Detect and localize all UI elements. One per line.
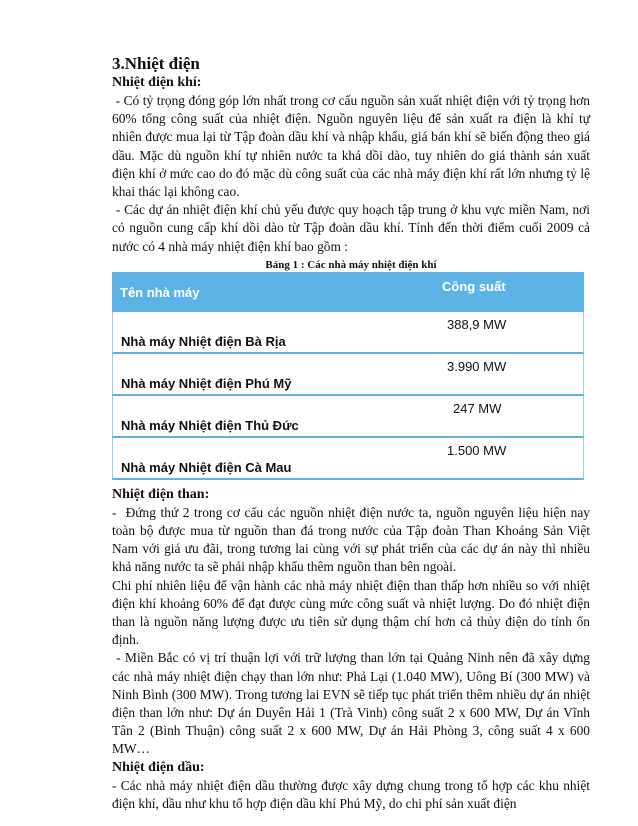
plant-name: Nhà máy Nhiệt điện Phú Mỹ (121, 375, 292, 391)
document-page (112, 54, 594, 813)
gas-heading: Nhiệt điện khí: (112, 75, 202, 90)
section-title: 3.Nhiệt điện (112, 54, 200, 73)
coal-paragraph-1: - Đứng thứ 2 trong cơ cấu các nguồn nhiệt điện nước ta, nguồn nguyên liệu hiện nay toàn bộ được mua từ nguồn than đá trong nước của Tập đoàn Than Khoáng Sản Việt Nam với giá ưu đãi, trong tương lai cùng với sự phát triển của các dự án này thì nhiều khả năng nước ta sẽ phải nhập khẩu thêm nguồn than bên ngoài. (112, 504, 594, 575)
plant-name: Nhà máy Nhiệt điện Thủ Đức (121, 417, 299, 433)
plant-capacity: 1.500 MW (447, 442, 507, 458)
table-row (112, 354, 584, 396)
oil-heading: Nhiệt điện dầu: (112, 759, 205, 775)
table-row (112, 396, 584, 438)
plant-capacity: 3.990 MW (447, 358, 507, 374)
plant-capacity: 388,9 MW (447, 316, 507, 332)
plant-capacity: 247 MW (453, 400, 502, 416)
plant-name: Nhà máy Nhiệt điện Bà Rịa (121, 333, 286, 349)
gas-plants-table (112, 272, 584, 480)
coal-heading: Nhiệt điện than: (112, 486, 210, 502)
coal-paragraph-3: - Miền Bắc có vị trí thuận lợi với trữ lượng than lớn tại Quảng Ninh nên đã xây dựng các nhà máy nhiệt điện chạy than lớn như: Phả Lại (1.040 MW), Uông Bí (300 MW) và Ninh Bình (300 MW). Trong tương lai EVN sẽ tiếp tục phát triển thêm nhiều dự án nhiệt điện than lớn như: Dự án Duyên Hải 1 (Trà Vinh) công suất 2 x 600 MW, Dự án Vĩnh Tân 2 (Bình Thuận) công suất 2 x 600 MW, Dự án Hải Phòng 3, công suất 4 x 600 MW… (112, 650, 594, 757)
header-plant-name: Tên nhà máy (120, 284, 200, 300)
header-capacity: Công suất (442, 278, 506, 294)
gas-paragraph-1: - Có tỷ trọng đóng góp lớn nhất trong cơ cấu nguồn sản xuất nhiệt điện với tỷ trọng hơn 60% tổng công suất của nhiệt điện. Nguồn nguyên liệu để sản xuất ra điện là khí tự nhiên được mua lại từ Tập đoàn dầu khí và nhập khẩu, giá bán khí sẽ biến động theo giá dầu. Mặc dù nguồn khí tự nhiên nước ta khá dồi dào, tuy nhiên do giá thành sản xuất điện khí ở mức cao do đó mặc dù công suất của các nhà máy điện khí rất lớn nhưng tỷ lệ khai thác lại không cao. (112, 93, 594, 200)
table-row (112, 312, 584, 354)
gas-paragraph-2: - Các dự án nhiệt điện khí chủ yếu được quy hoạch tập trung ở khu vực miền Nam, nơi có nguồn cung cấp khí dồi dào từ Tập đoàn dầu khí. Tính đến thời điểm cuối 2009 cả nước có 4 nhà máy nhiệt điện khí bao gồm : (112, 202, 594, 254)
table-row (112, 438, 584, 480)
coal-paragraph-2: Chi phí nhiên liệu để vận hành các nhà máy nhiệt điện than thấp hơn nhiều so với nhiệt điện khí khoảng 60% để đạt được cùng mức công suất và nhiệt lượng. Do đó nhiệt điện than là nguồn năng lượng được ưu tiên sử dụng thậm chí hơn cả thủy điện do tính ổn định. (112, 577, 590, 648)
table-caption: Bảng 1 : Các nhà máy nhiệt điện khí (265, 258, 437, 271)
plant-name: Nhà máy Nhiệt điện Cà Mau (121, 459, 292, 475)
oil-paragraph-1: - Các nhà máy nhiệt điện dầu thường được xây dựng chung trong tổ hợp các khu nhiệt điện khí, dầu như khu tổ hợp điện dầu khí Phú Mỹ, do chi phí sản xuất điện (112, 777, 590, 811)
table-header (112, 272, 584, 312)
